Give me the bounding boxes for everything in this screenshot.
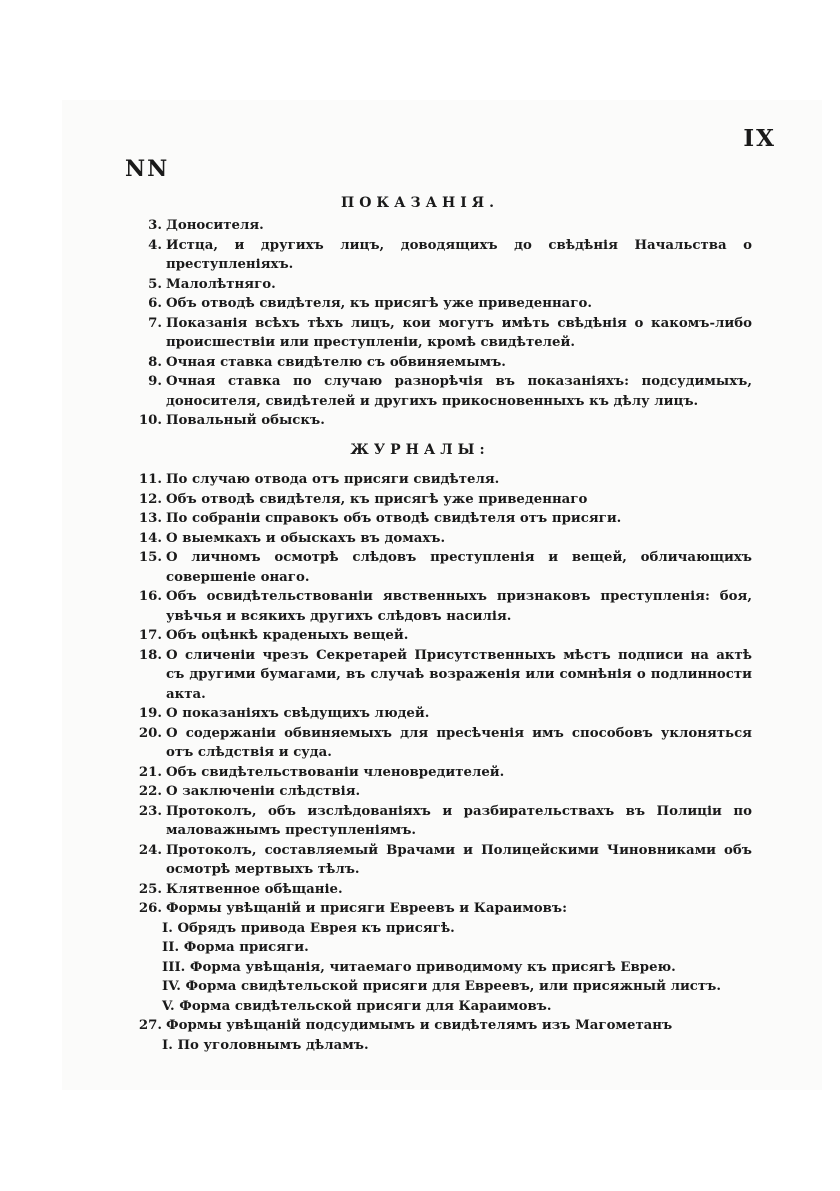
entry-text: Истца, и другихъ лицъ, доводящихъ до свѣдѣнія Начальства о преступленіяхъ.	[166, 237, 752, 272]
list-item	[130, 841, 752, 880]
entry-number: 15.	[138, 550, 162, 565]
entry-text: Формы увѣщаній подсудимымъ и свидѣтелямъ изъ Магометанъ	[166, 1018, 673, 1033]
section-heading-journals: ЖУРНАЛЫ:	[350, 442, 490, 458]
entry-text: I. По уголовнымъ дѣламъ.	[162, 1037, 369, 1053]
entry-number: 3.	[148, 218, 162, 233]
page-number: IX	[743, 125, 776, 152]
list-item	[130, 919, 752, 939]
entry-number: 14.	[138, 530, 162, 546]
list-item	[130, 977, 752, 997]
entry-text: III. Форма увѣщанія, читаемаго приводимому къ присягѣ Еврею.	[162, 959, 676, 975]
entry-number: 24.	[138, 842, 162, 858]
entry-text: О личномъ осмотрѣ слѣдовъ преступленія и вещей, обличающихъ совершеніе онаго.	[166, 550, 752, 585]
entry-number: 27.	[138, 1018, 162, 1033]
list-item	[130, 470, 752, 490]
list-item	[130, 509, 752, 529]
entry-text: Объ освидѣтельствованіи явственныхъ признаковъ преступленія: боя, увѣчья и всякихъ другихъ слѣдовъ насилія.	[166, 589, 752, 624]
column-header: NN	[125, 156, 170, 182]
list-item	[130, 704, 752, 724]
list-item	[130, 587, 752, 626]
list-item	[130, 216, 752, 236]
entry-number: 6.	[148, 296, 162, 311]
list-item	[130, 490, 752, 510]
list-item	[130, 782, 752, 802]
list-item	[130, 314, 752, 353]
entry-text: V. Форма свидѣтельской присяги для Караимовъ.	[162, 998, 552, 1014]
entry-text: Объ отводѣ свидѣтеля, къ присягѣ уже приведеннаго	[166, 491, 588, 507]
entry-text: Показанія всѣхъ тѣхъ лицъ, кои могутъ имѣть свѣдѣнія о какомъ-либо происшествіи или преступленіи, кромѣ свидѣтелей.	[166, 315, 752, 350]
entry-text: О сличеніи чрезъ Секретарей Присутственныхъ мѣстъ подписи на актѣ съ другими бумагами, въ случаѣ возраженія или сомнѣнія о подлинности акта.	[166, 647, 752, 702]
entry-number: 16.	[138, 589, 162, 604]
entry-number: 17.	[138, 628, 162, 643]
entry-number: 11.	[138, 472, 162, 487]
list-item	[130, 646, 752, 705]
journals-list	[130, 470, 752, 1055]
entry-number: 18.	[138, 647, 162, 663]
entry-text: Объ оцѣнкѣ краденыхъ вещей.	[166, 628, 409, 643]
entry-text: Объ свидѣтельствованіи членовредителей.	[166, 764, 505, 780]
entry-text: Повальный обыскъ.	[166, 413, 325, 428]
list-item	[130, 763, 752, 783]
entry-number: 23.	[138, 803, 162, 819]
entry-text: Малолѣтняго.	[166, 276, 276, 292]
entry-text: I. Обрядъ привода Еврея къ присягѣ.	[162, 920, 455, 936]
list-item	[130, 802, 752, 841]
entry-text: Протоколъ, составляемый Врачами и Полицейскими Чиновниками объ осмотрѣ мертвыхъ тѣлъ.	[166, 842, 752, 877]
entry-text: По случаю отвода отъ присяги свидѣтеля.	[166, 472, 500, 487]
entry-text: Клятвенное обѣщаніе.	[166, 881, 343, 897]
entry-text: IV. Форма свидѣтельской присяги для Евреевъ, или присяжный листъ.	[162, 979, 721, 994]
entry-number: 19.	[138, 706, 162, 721]
entry-text: О заключеніи слѣдствія.	[166, 784, 361, 799]
entry-text: Очная ставка по случаю разнорѣчія въ показаніяхъ: подсудимыхъ, доносителя, свидѣтелей и другихъ прикосновенныхъ къ дѣлу лицъ.	[166, 374, 752, 409]
entry-number: 8.	[148, 354, 162, 370]
list-item	[130, 880, 752, 900]
section-heading-testimonies: ПОКАЗАНІЯ.	[340, 195, 500, 211]
entry-number: 9.	[148, 374, 162, 389]
entry-text: Формы увѣщаній и присяги Евреевъ и Караимовъ:	[166, 901, 568, 916]
list-item	[130, 294, 752, 314]
list-item	[130, 1016, 752, 1036]
list-item	[130, 548, 752, 587]
list-item	[130, 372, 752, 411]
list-item	[130, 411, 752, 431]
entry-number: 10.	[138, 413, 162, 428]
list-item	[130, 626, 752, 646]
entry-number: 20.	[138, 725, 162, 741]
entry-number: 22.	[138, 784, 162, 799]
list-item	[130, 938, 752, 958]
entry-number: 26.	[138, 901, 162, 916]
list-item	[130, 353, 752, 373]
list-item	[130, 529, 752, 549]
entry-number: 12.	[138, 491, 162, 507]
list-item	[130, 899, 752, 919]
entry-number: 21.	[138, 764, 162, 780]
entry-text: О выемкахъ и обыскахъ въ домахъ.	[166, 530, 446, 546]
entry-text: Доносителя.	[166, 218, 264, 233]
entry-number: 13.	[138, 511, 162, 526]
entry-text: О содержаніи обвиняемыхъ для пресѣченія имъ способовъ уклоняться отъ слѣдствія и суда.	[166, 725, 752, 760]
entry-text: О показаніяхъ свѣдущихъ людей.	[166, 706, 430, 721]
entry-number: 25.	[138, 881, 162, 897]
entry-number: 4.	[148, 237, 162, 253]
entry-text: По собраніи справокъ объ отводѣ свидѣтеля отъ присяги.	[166, 511, 622, 526]
list-item	[130, 724, 752, 763]
testimonies-list	[130, 216, 752, 431]
entry-text: Протоколъ, объ изслѣдованіяхъ и разбирательствахъ въ Полиціи по маловажнымъ преступленіямъ.	[166, 803, 752, 838]
list-item	[130, 275, 752, 295]
list-item	[130, 1036, 752, 1056]
entry-number: 5.	[148, 276, 162, 292]
list-item	[130, 236, 752, 275]
entry-text: Объ отводѣ свидѣтеля, къ присягѣ уже приведеннаго.	[166, 296, 592, 311]
entry-number: 7.	[148, 315, 162, 331]
entry-text: II. Форма присяги.	[162, 940, 309, 955]
entry-text: Очная ставка свидѣтелю съ обвиняемымъ.	[166, 354, 506, 370]
list-item	[130, 958, 752, 978]
list-item	[130, 997, 752, 1017]
